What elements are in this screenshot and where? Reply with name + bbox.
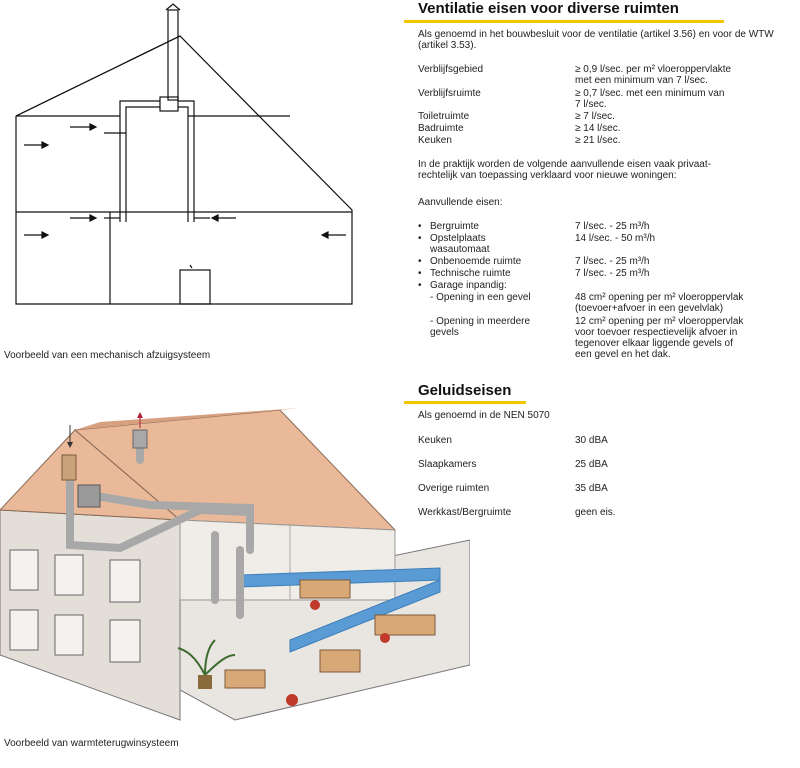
additional-value: 48 cm² opening per m² vloeroppervlak (toevoer+afvoer in een gevelvlak) bbox=[575, 292, 744, 314]
additional-room: - Opening in een gevel bbox=[430, 292, 531, 303]
requirement-room: Verblijfsruimte bbox=[418, 88, 481, 99]
additional-value: 7 l/sec. - 25 m³/h bbox=[575, 256, 650, 267]
requirement-value: ≥ 21 l/sec. bbox=[575, 135, 621, 146]
bullet: • bbox=[418, 280, 422, 291]
sound-room: Werkkast/Bergruimte bbox=[418, 507, 512, 518]
sound-value: geen eis. bbox=[575, 507, 616, 518]
additional-value: 12 cm² opening per m² vloeroppervlak voor toevoer respectievelijk afvoer in tegenover elkaar liggende gevels of een gevel en het dak. bbox=[575, 316, 744, 360]
requirement-value: ≥ 0,7 l/sec. met een minimum van 7 l/sec. bbox=[575, 88, 725, 110]
bullet: • bbox=[418, 256, 422, 267]
requirement-value: ≥ 14 l/sec. bbox=[575, 123, 621, 134]
practice-note: In de praktijk worden de volgende aanvullende eisen vaak privaat- rechtelijk van toepassing verklaard voor nieuwe woningen: bbox=[418, 159, 711, 181]
sound-heading-underline bbox=[404, 401, 526, 404]
sound-room: Slaapkamers bbox=[418, 459, 477, 470]
requirement-room: Badruimte bbox=[418, 123, 464, 134]
requirements-list bbox=[418, 64, 798, 154]
additional-value: 14 l/sec. - 50 m³/h bbox=[575, 233, 656, 244]
ventilation-heading-underline bbox=[404, 20, 724, 23]
mechanical-exhaust-diagram bbox=[0, 0, 400, 345]
wtw-caption: Voorbeeld van warmteterugwinsysteem bbox=[4, 738, 179, 749]
ventilation-intro: Als genoemd in het bouwbesluit voor de ventilatie (artikel 3.56) en voor de WTW (artikel 3.53). bbox=[418, 29, 774, 51]
sound-intro: Als genoemd in de NEN 5070 bbox=[418, 410, 550, 421]
sound-value: 35 dBA bbox=[575, 483, 608, 494]
requirement-room: Verblijfsgebied bbox=[418, 64, 484, 75]
bullet: • bbox=[418, 233, 422, 244]
requirement-room: Keuken bbox=[418, 135, 452, 146]
mechanical-caption: Voorbeeld van een mechanisch afzuigsysteem bbox=[4, 350, 211, 361]
requirement-value: ≥ 0,9 l/sec. per m² vloeroppervlakte met een minimum van 7 l/sec. bbox=[575, 64, 732, 86]
additional-room: Technische ruimte bbox=[430, 268, 511, 279]
bullet: • bbox=[418, 268, 422, 279]
sound-value: 25 dBA bbox=[575, 459, 608, 470]
additional-room: - Opening in meerdere gevels bbox=[430, 316, 531, 338]
additional-value: 7 l/sec. - 25 m³/h bbox=[575, 221, 650, 232]
sound-heading: Geluidseisen bbox=[418, 382, 512, 399]
requirement-room: Toiletruimte bbox=[418, 111, 470, 122]
additional-room: Garage inpandig: bbox=[430, 280, 507, 291]
additional-room: Onbenoemde ruimte bbox=[430, 256, 522, 267]
sound-room: Overige ruimten bbox=[418, 483, 490, 494]
additional-list bbox=[418, 221, 798, 371]
ventilation-heading: Ventilatie eisen voor diverse ruimten bbox=[418, 0, 679, 17]
wtw-illustration bbox=[0, 400, 470, 735]
requirement-value: ≥ 7 l/sec. bbox=[575, 111, 615, 122]
bullet: • bbox=[418, 221, 422, 232]
sound-table bbox=[418, 435, 798, 525]
additional-room: Opstelplaats wasautomaat bbox=[430, 233, 490, 255]
sound-value: 30 dBA bbox=[575, 435, 608, 446]
additional-value: 7 l/sec. - 25 m³/h bbox=[575, 268, 650, 279]
additional-room: Bergruimte bbox=[430, 221, 479, 232]
sound-room: Keuken bbox=[418, 435, 452, 446]
additional-title: Aanvullende eisen: bbox=[418, 197, 503, 208]
